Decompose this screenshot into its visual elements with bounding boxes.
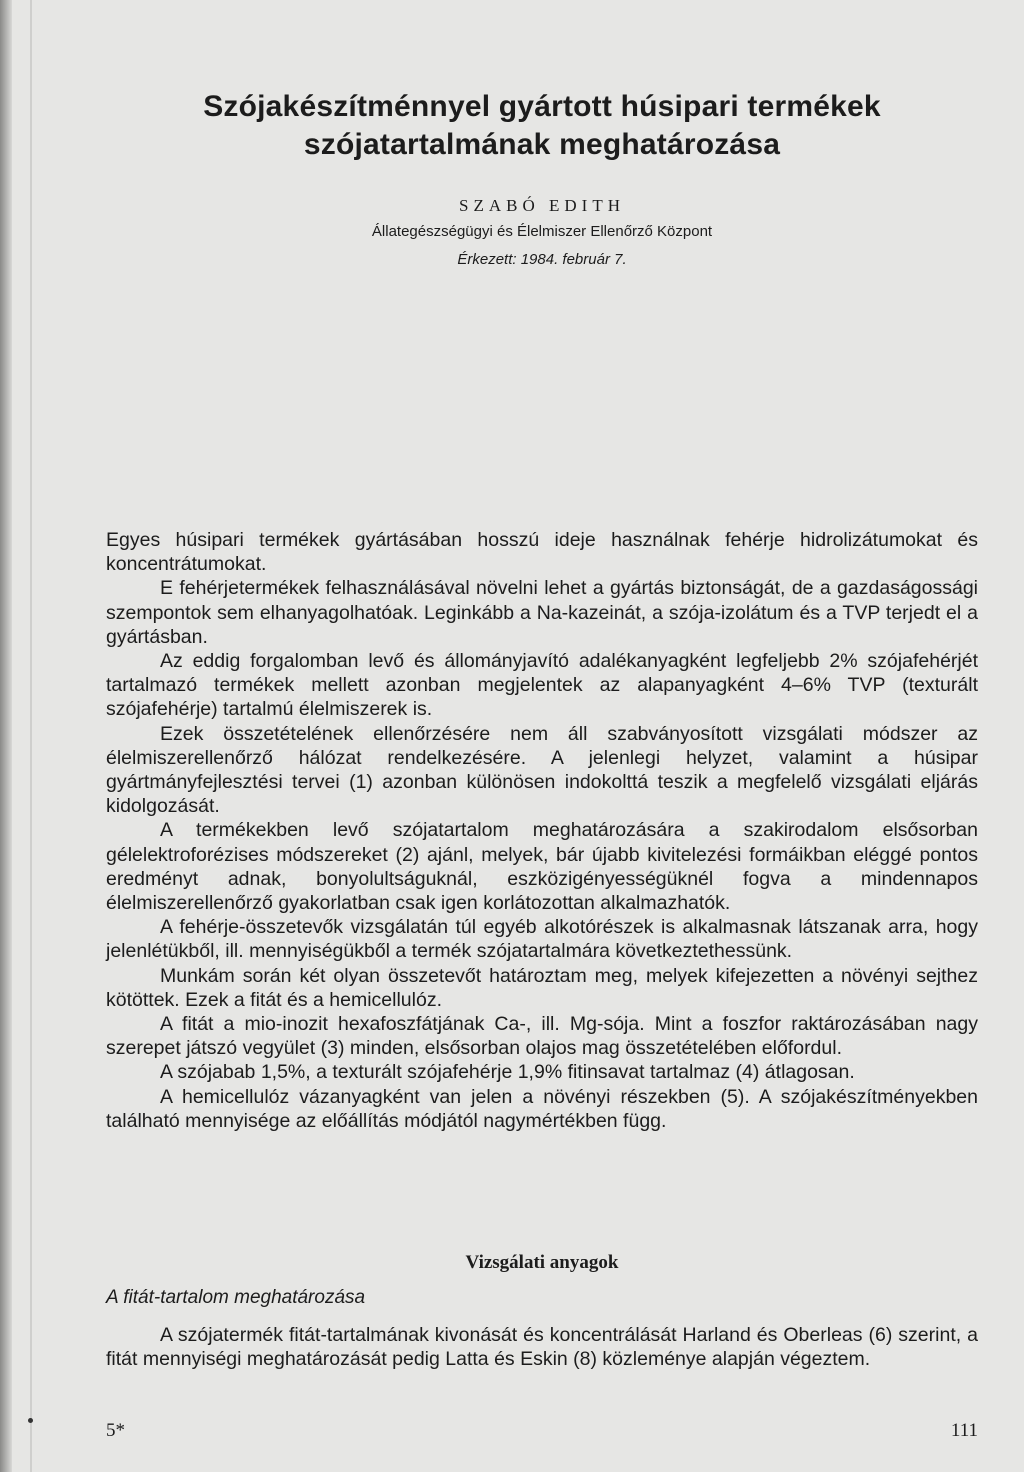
- article-title: [106, 88, 978, 164]
- paragraph: A szójabab 1,5%, a texturált szójafehérje 1,9% fitinsavat tartalmaz (4) átlagosan.: [160, 1061, 855, 1084]
- paragraph: E fehérjetermékek felhasználásával növelni lehet a gyártás biztonságát, de a gazdaságossági szempontok sem elhanyagolhatóak. Leginkább a Na-kazeinát, a szója-izolátum és a TVP terjedt el a gyártásban.: [106, 577, 978, 648]
- paragraph: Az eddig forgalomban levő és állományjavító adalékanyagként legfeljebb 2% szójafehérjét tartalmazó termékek mellett azonban megjelentek az alapanyagként 4–6% TVP (texturált szójafehérje) tartalmú élelmiszerek is.: [106, 650, 978, 721]
- page-number: 111: [950, 1420, 978, 1441]
- section-body: [106, 1323, 978, 1371]
- paragraph: A fehérje-összetevők vizsgálatán túl egyéb alkotórészek is alkalmasnak látszanak arra, hogy jelenlétükből, ill. mennyiségükből a termék szójatartalmára következtethessünk.: [106, 916, 978, 963]
- paragraph: Ezek összetételének ellenőrzésére nem áll szabványosított vizsgálati módszer az élelmiszerellenőrző hálózat rendelkezésére. A jelenlegi helyzet, valamint a húsipar gyártmányfejlesztési tervei (1) azonban különösen indokolttá teszik a megfelelő vizsgálati eljárás kidolgozását.: [106, 722, 978, 818]
- author-affiliation: Állategészségügyi és Élelmiszer Ellenőrző Központ: [371, 223, 713, 240]
- paragraph: Munkám során két olyan összetevőt határoztam meg, melyek kifejezetten a növényi sejthez kötöttek. Ezek a fitát és a hemicellulóz.: [106, 964, 978, 1011]
- scan-speck: [28, 1418, 33, 1423]
- scan-edge-line: [30, 0, 32, 1472]
- article-body: [106, 528, 978, 1133]
- paragraph: Egyes húsipari termékek gyártásában hosszú ideje használnak fehérje hidrolizátumokat és koncentrátumokat.: [106, 529, 978, 576]
- author-name: SZABÓ EDITH: [459, 196, 625, 215]
- signature-mark: 5*: [106, 1420, 125, 1441]
- section-heading: Vizsgálati anyagok: [465, 1252, 619, 1273]
- title-line-2: szójatartalmának meghatározása: [303, 128, 781, 161]
- subsection-heading: A fitát-tartalom meghatározása: [106, 1287, 366, 1308]
- title-line-1: Szójakészítménnyel gyártott húsipari termékek: [203, 90, 881, 123]
- received-date: Érkezett: 1984. február 7.: [457, 251, 627, 268]
- paragraph: A szójatermék fitát-tartalmának kivonását és koncentrálását Harland és Oberleas (6) szerint, a fitát mennyiségi meghatározását pedig Latta és Eskin (8) közleménye alapján végeztem.: [106, 1324, 978, 1371]
- scan-edge-shadow: [0, 0, 12, 1472]
- paragraph: A fitát a mio-inozit hexafoszfátjának Ca-, ill. Mg-sója. Mint a foszfor raktározásában nagy szerepet játszó vegyület (3) minden, elsősorban olajos mag összetételében előfordul.: [106, 1013, 978, 1060]
- paragraph: A hemicellulóz vázanyagként van jelen a növényi részekben (5). A szójakészítményekben található mennyisége az előállítás módjától nagymértékben függ.: [106, 1085, 978, 1132]
- journal-page: [106, 0, 978, 1472]
- paragraph: A termékekben levő szójatartalom meghatározására a szakirodalom elsősorban gélelektroforézises módszereket (2) ajánl, melyek, bár újabb kivitelezési formáikban eléggé pontos eredményt adnak, bonyolultságuknál, eszközigényességüknél fogva a mindennapos élelmiszerellenőrző gyakorlatban csak igen korlátozottan alkalmazhatók.: [106, 819, 978, 915]
